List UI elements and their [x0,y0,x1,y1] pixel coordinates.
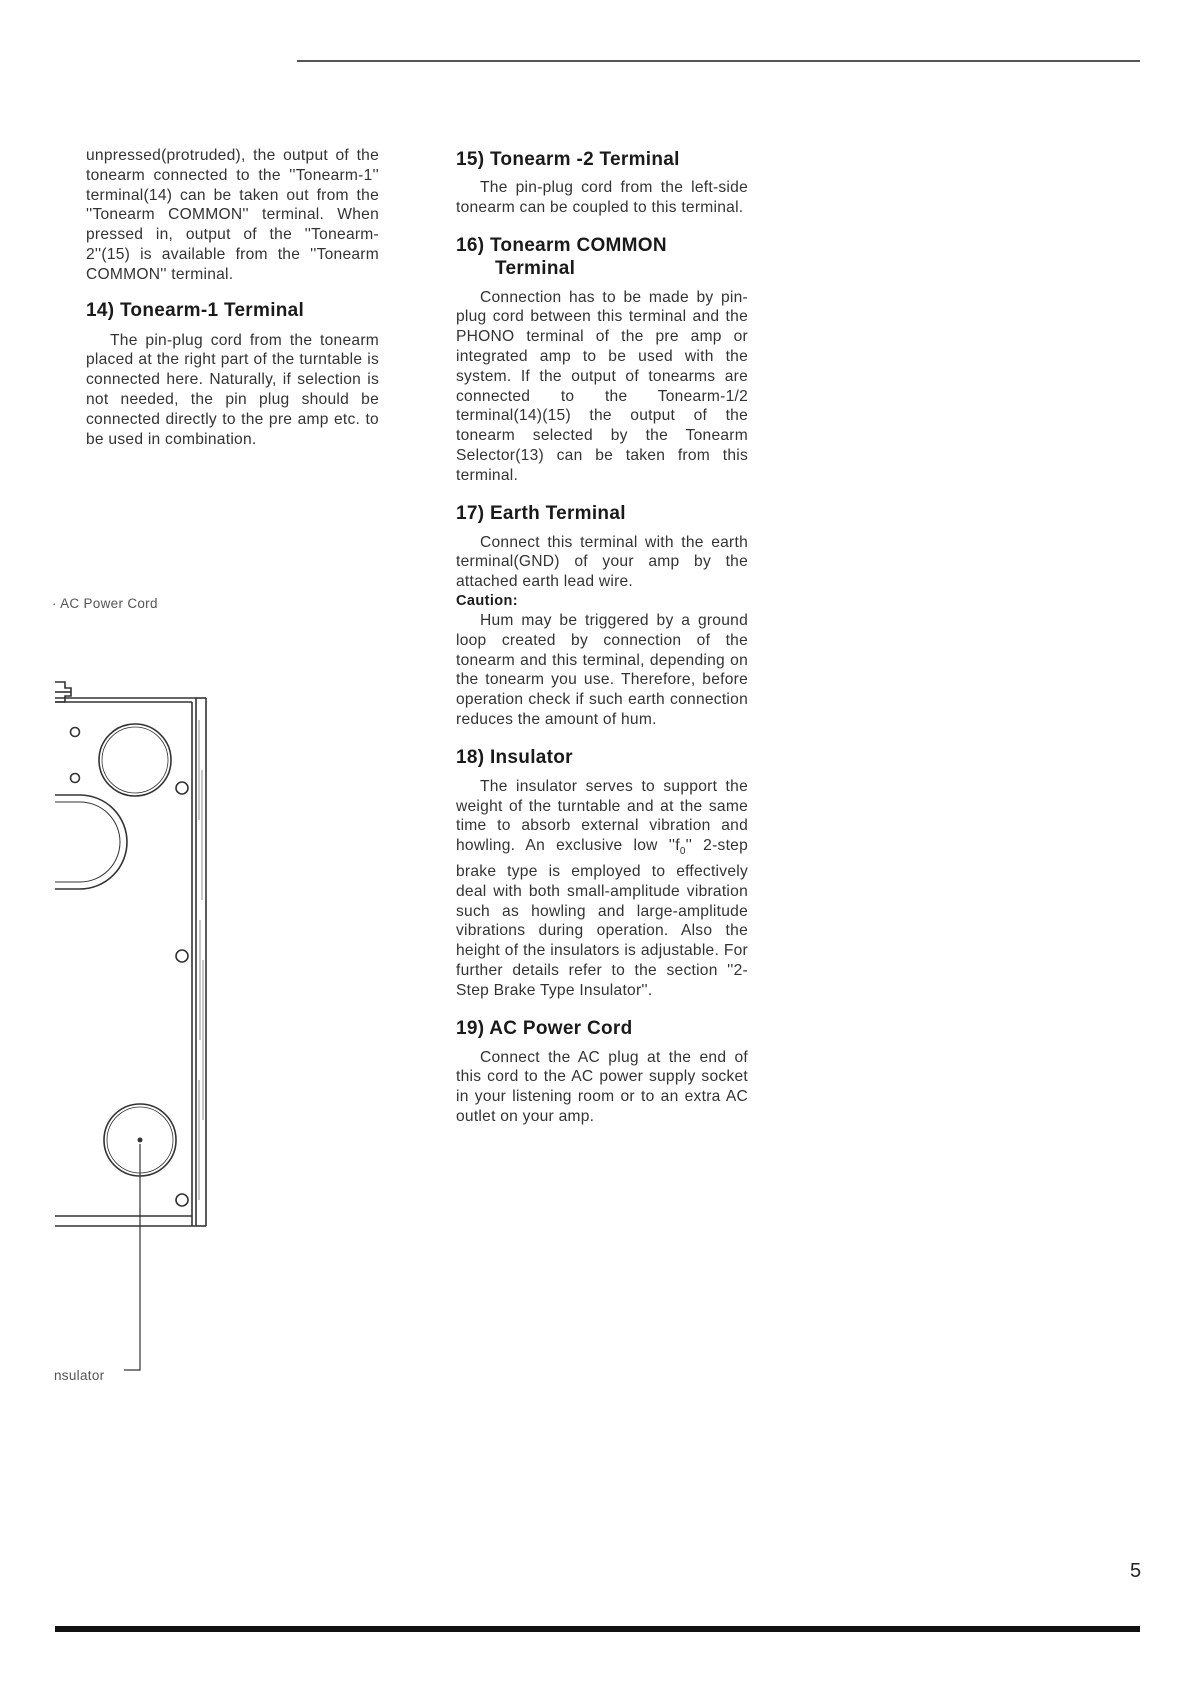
continuation-paragraph: unpressed(protruded), the output of the tonearm connected to the ''Tonearm-1'' terminal(14) can be taken out from the ''Tonearm COMMON'' terminal. When pressed in, output of the ''Tonearm-2''(15) is available from the ''Tonearm COMMON'' terminal. [86,147,379,283]
page-number: 5 [1130,1560,1142,1582]
caution-label: Caution: [456,592,518,609]
label-insulator: nsulator [54,1368,105,1383]
heading-15-tonearm-2-terminal: 15) Tonearm -2 Terminal [456,149,680,170]
turntable-side-diagram [0,660,230,1380]
heading-19-ac-power-cord: 19) AC Power Cord [456,1017,633,1039]
heading-16-line1: 16) Tonearm COMMON [456,234,667,256]
heading-16-line2: Terminal [495,257,576,279]
bottom-rule [55,1626,1140,1632]
label-ac-power-cord: · AC Power Cord [52,596,158,611]
heading-17-earth-terminal: 17) Earth Terminal [456,502,626,524]
right-column [456,148,748,1127]
body-19-ac-power-cord: Connect the AC plug at the end of this cord to the AC power supply socket in your listening room or to an extra AC outlet on your amp. [456,1048,748,1125]
top-rule [297,60,1140,62]
body-18-part2: '' 2-step brake type is employed to effectively deal with both small-amplitude vibration such as howling and large-amplitude vibrations during operation. Also the height of the insulators is adjustable. For further details refer to the section ''2-Step Brake Type Insulator''. [456,837,748,999]
body-16-tonearm-common-terminal: Connection has to be made by pin-plug cord between this terminal and the PHONO terminal of the pre amp or integrated amp to be used with the system. If the output of tonearms are connected to the Tonearm-1/2 terminal(14)(15) the output of the tonearm selected by the Tonearm Selector(13) can be taken from this terminal. [456,288,748,484]
body-17-earth-terminal: Connect this terminal with the earth terminal(GND) of your amp by the attached earth lead wire. [456,533,748,591]
body-18-insulator [456,777,748,1001]
left-column [86,146,379,449]
heading-14-tonearm-1-terminal: 14) Tonearm-1 Terminal [86,299,305,321]
heading-16-tonearm-common-terminal [456,234,748,280]
body-14-tonearm-1-terminal: The pin-plug cord from the tonearm placed at the right part of the turntable is connected here. Naturally, if selection is not needed, the pin plug should be connected directly to the pre amp etc. to be used in combination. [86,331,379,448]
heading-18-insulator: 18) Insulator [456,746,573,768]
body-15-tonearm-2-terminal: The pin-plug cord from the left-side tonearm can be coupled to this terminal. [456,179,748,216]
caution-body: Hum may be triggered by a ground loop created by connection of the tonearm and this terminal, depending on the tonearm you use. Therefore, before operation check if such earth connection reduces the amount of hum. [456,611,748,728]
body-18-part1: The insulator serves to support the weight of the turntable and at the same time to absorb external vibration and howling. An exclusive low ''f [456,777,748,855]
body-18-subscript: 0 [679,846,686,858]
